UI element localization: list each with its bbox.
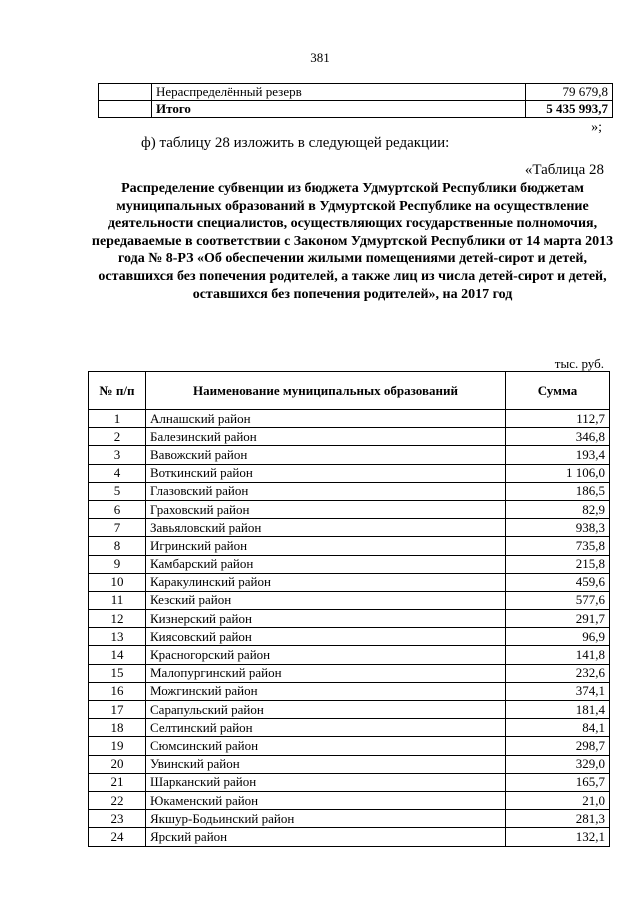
row-sum: 291,7	[506, 610, 610, 628]
row-number: 13	[89, 628, 146, 646]
row-sum: 82,9	[506, 500, 610, 518]
table-row	[89, 555, 610, 573]
table-row	[89, 682, 610, 700]
row-sum: 298,7	[506, 737, 610, 755]
row-name: Алнашский район	[146, 410, 506, 428]
row-number: 10	[89, 573, 146, 591]
row-number: 24	[89, 828, 146, 846]
row-number: 23	[89, 810, 146, 828]
table-row	[89, 591, 610, 609]
row-sum: 374,1	[506, 682, 610, 700]
row-name: Воткинский район	[146, 464, 506, 482]
table-title: Распределение субвенции из бюджета Удмуртской Республики бюджетам муниципальных образований в Удмуртской Республике на осуществление деятельности специалистов, осуществляющих государственные полномочия, передаваемые в соответствии с Законом Удмуртской Республики от 14 марта 2013 года № 8-РЗ «Об обеспечении жилыми помещениями детей-сирот и детей, оставшихся без попечения родителей, а также лиц из числа детей-сирот и детей, оставшихся без попечения родителей», на 2017 год	[91, 181, 614, 302]
row-name: Вавожский район	[146, 446, 506, 464]
table-row	[89, 664, 610, 682]
row-name: Кезский район	[146, 591, 506, 609]
table-row	[89, 482, 610, 500]
row-number: 18	[89, 719, 146, 737]
summary-sum-cell: 5 435 993,7	[526, 101, 613, 118]
table-header-row	[89, 372, 610, 410]
row-number: 4	[89, 464, 146, 482]
row-name: Камбарский район	[146, 555, 506, 573]
table-row	[89, 646, 610, 664]
row-name: Можгинский район	[146, 682, 506, 700]
table-row	[89, 810, 610, 828]
row-name: Сарапульский район	[146, 701, 506, 719]
table-row	[89, 701, 610, 719]
summary-sum-cell: 79 679,8	[526, 84, 613, 101]
summary-num-cell	[99, 84, 152, 101]
row-sum: 141,8	[506, 646, 610, 664]
row-name: Завьяловский район	[146, 519, 506, 537]
row-number: 22	[89, 791, 146, 809]
table-label: «Таблица 28	[524, 162, 604, 178]
row-sum: 346,8	[506, 428, 610, 446]
row-sum: 186,5	[506, 482, 610, 500]
row-number: 19	[89, 737, 146, 755]
header-sum: Сумма	[506, 372, 610, 410]
row-name: Якшур-Бодьинский район	[146, 810, 506, 828]
table-row	[89, 719, 610, 737]
row-number: 15	[89, 664, 146, 682]
row-sum: 577,6	[506, 591, 610, 609]
summary-name-cell: Нераспределённый резерв	[152, 84, 526, 101]
table-row	[89, 791, 610, 809]
summary-table	[98, 83, 613, 118]
row-name: Киясовский район	[146, 628, 506, 646]
summary-name-cell: Итого	[152, 101, 526, 118]
row-number: 17	[89, 701, 146, 719]
header-num: № п/п	[89, 372, 146, 410]
row-number: 7	[89, 519, 146, 537]
row-name: Глазовский район	[146, 482, 506, 500]
summary-row	[99, 84, 613, 101]
row-sum: 1 106,0	[506, 464, 610, 482]
table-row	[89, 464, 610, 482]
row-sum: 112,7	[506, 410, 610, 428]
table-row	[89, 773, 610, 791]
row-name: Игринский район	[146, 537, 506, 555]
row-sum: 132,1	[506, 828, 610, 846]
page-number: 381	[310, 50, 330, 65]
table-row	[89, 828, 610, 846]
row-sum: 215,8	[506, 555, 610, 573]
row-sum: 329,0	[506, 755, 610, 773]
row-name: Сюмсинский район	[146, 737, 506, 755]
summary-row	[99, 101, 613, 118]
table-row	[89, 737, 610, 755]
row-number: 3	[89, 446, 146, 464]
subvention-table	[88, 371, 610, 847]
table-row	[89, 410, 610, 428]
row-number: 12	[89, 610, 146, 628]
header-name: Наименование муниципальных образований	[146, 372, 506, 410]
row-name: Шарканский район	[146, 773, 506, 791]
table-row	[89, 755, 610, 773]
row-number: 21	[89, 773, 146, 791]
row-sum: 165,7	[506, 773, 610, 791]
row-number: 16	[89, 682, 146, 700]
instruction-text: ф) таблицу 28 изложить в следующей редакции:	[141, 135, 450, 151]
closing-quote: »;	[591, 120, 602, 135]
row-name: Увинский район	[146, 755, 506, 773]
row-number: 2	[89, 428, 146, 446]
row-sum: 281,3	[506, 810, 610, 828]
row-sum: 96,9	[506, 628, 610, 646]
row-number: 5	[89, 482, 146, 500]
table-row	[89, 573, 610, 591]
row-sum: 193,4	[506, 446, 610, 464]
summary-num-cell	[99, 101, 152, 118]
table-row	[89, 628, 610, 646]
table-row	[89, 519, 610, 537]
row-sum: 21,0	[506, 791, 610, 809]
table-row	[89, 537, 610, 555]
table-row	[89, 446, 610, 464]
table-row	[89, 500, 610, 518]
row-name: Селтинский район	[146, 719, 506, 737]
row-name: Юкаменский район	[146, 791, 506, 809]
row-number: 11	[89, 591, 146, 609]
row-sum: 938,3	[506, 519, 610, 537]
row-sum: 84,1	[506, 719, 610, 737]
row-sum: 735,8	[506, 537, 610, 555]
row-name: Кизнерский район	[146, 610, 506, 628]
row-sum: 181,4	[506, 701, 610, 719]
row-name: Граховский район	[146, 500, 506, 518]
row-number: 20	[89, 755, 146, 773]
row-number: 14	[89, 646, 146, 664]
row-name: Ярский район	[146, 828, 506, 846]
row-name: Каракулинский район	[146, 573, 506, 591]
row-number: 6	[89, 500, 146, 518]
row-number: 9	[89, 555, 146, 573]
table-row	[89, 610, 610, 628]
row-number: 8	[89, 537, 146, 555]
row-name: Малопургинский район	[146, 664, 506, 682]
row-name: Красногорский район	[146, 646, 506, 664]
row-name: Балезинский район	[146, 428, 506, 446]
row-sum: 232,6	[506, 664, 610, 682]
table-row	[89, 428, 610, 446]
units-label: тыс. руб.	[554, 356, 604, 371]
row-sum: 459,6	[506, 573, 610, 591]
row-number: 1	[89, 410, 146, 428]
